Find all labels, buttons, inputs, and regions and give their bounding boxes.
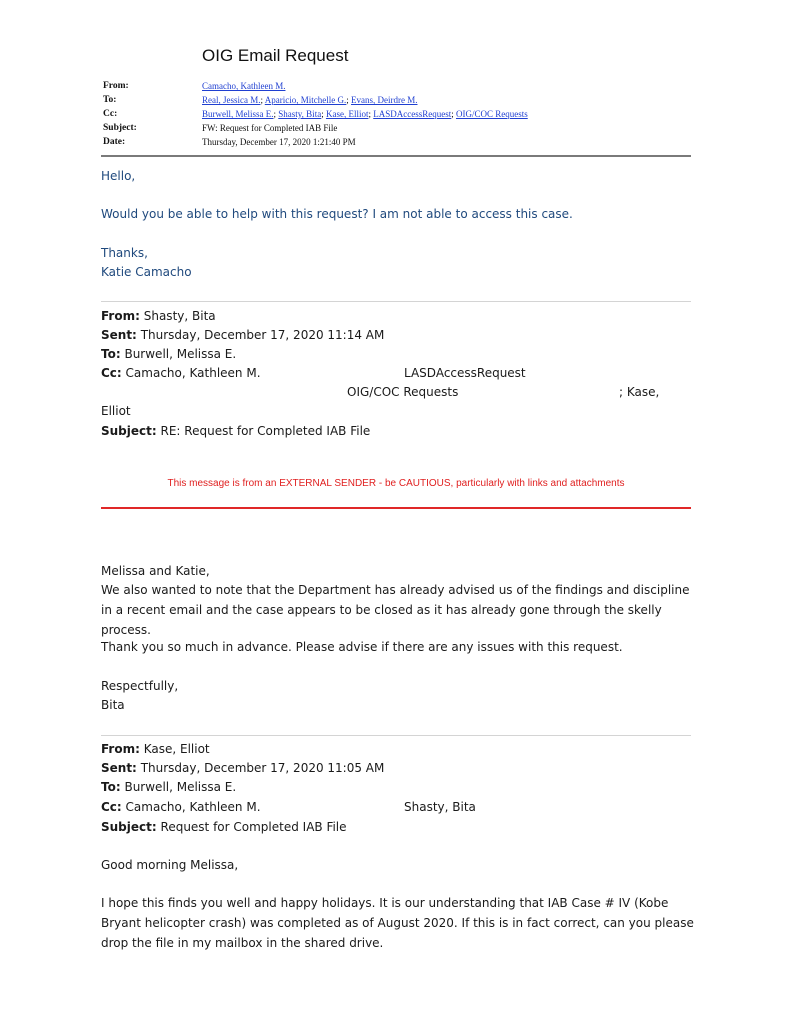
sender-link[interactable]: Camacho, Kathleen M. xyxy=(202,81,286,91)
recipient-link[interactable]: Evans, Deirdre M. xyxy=(351,95,418,105)
warning-divider xyxy=(101,507,691,509)
subject-value: Request for Completed IAB File xyxy=(160,820,347,834)
message3-sent xyxy=(101,761,384,775)
to-value: Burwell, Melissa E. xyxy=(124,780,237,794)
cc-link[interactable]: Burwell, Melissa E. xyxy=(202,109,274,119)
external-sender-warning: This message is from an EXTERNAL SENDER - be CAUTIOUS, particularly with links and attachments xyxy=(167,478,625,489)
subject-label: Subject: xyxy=(101,820,157,834)
separator: ; xyxy=(346,95,352,105)
cc-label: Cc: xyxy=(101,800,122,814)
subject-value: RE: Request for Completed IAB File xyxy=(160,424,371,438)
subject-label: Subject: xyxy=(101,424,157,438)
sent-value: Thursday, December 17, 2020 11:14 AM xyxy=(140,328,385,342)
document-title: OIG Email Request xyxy=(202,46,349,65)
subject-label: Subject: xyxy=(103,123,137,133)
separator: ; xyxy=(260,95,265,105)
from-label: From: xyxy=(101,742,140,756)
message2-closing: Respectfully, xyxy=(101,679,179,693)
message2-paragraph: Thank you so much in advance. Please advise if there are any issues with this request. xyxy=(101,640,623,654)
message3-greeting: Good morning Melissa, xyxy=(101,858,239,872)
cc-oig-coc: OIG/COC Requests xyxy=(347,385,459,399)
cc-link[interactable]: Shasty, Bita xyxy=(278,109,322,119)
sent-label: Sent: xyxy=(101,761,137,775)
message1-thanks: Thanks, xyxy=(101,246,148,260)
recipient-link[interactable]: Aparicio, Mitchelle G. xyxy=(264,95,347,105)
cc-elliot: Elliot xyxy=(101,404,131,418)
message2-paragraph: We also wanted to note that the Department has already advised us of the findings and discipline in a recent email and the case appears to be closed as it has already gone through the skelly process. xyxy=(101,583,690,637)
header-divider xyxy=(101,155,691,157)
from-value xyxy=(202,81,285,91)
message3-cc xyxy=(101,800,261,814)
message1-greeting: Hello, xyxy=(101,169,136,183)
cc-link[interactable]: LASDAccessRequest xyxy=(373,109,452,119)
cc-label: Cc: xyxy=(101,366,122,380)
message2-greeting: Melissa and Katie, xyxy=(101,564,210,578)
message1-signature: Katie Camacho xyxy=(101,265,192,279)
cc-kase: ; Kase, xyxy=(619,385,660,399)
subject-value: FW: Request for Completed IAB File xyxy=(202,123,338,133)
message1-body: Would you be able to help with this request? I am not able to access this case. xyxy=(101,207,573,221)
message2-signature: Bita xyxy=(101,698,125,712)
cc-value: Camacho, Kathleen M. xyxy=(125,800,261,814)
from-value: Kase, Elliot xyxy=(143,742,210,756)
to-label: To: xyxy=(101,780,121,794)
message2-from xyxy=(101,309,216,323)
message2-to xyxy=(101,347,236,361)
to-label: To: xyxy=(103,95,117,105)
message3-from xyxy=(101,742,210,756)
cc-lasd-access: LASDAccessRequest xyxy=(404,366,526,380)
cc-shasty: Shasty, Bita xyxy=(404,800,476,814)
to-value: Burwell, Melissa E. xyxy=(124,347,237,361)
sent-value: Thursday, December 17, 2020 11:05 AM xyxy=(140,761,385,775)
from-label: From: xyxy=(101,309,140,323)
cc-label: Cc: xyxy=(103,109,118,119)
message3-paragraph: I hope this finds you well and happy holidays. It is our understanding that IAB Case # IV (Kobe Bryant helicopter crash) was completed as of August 2020. If this is in fact correct, can you please drop the file in my mailbox in the shared drive. xyxy=(101,896,694,950)
from-value: Shasty, Bita xyxy=(143,309,216,323)
sent-label: Sent: xyxy=(101,328,137,342)
date-label: Date: xyxy=(103,137,126,147)
message2-subject xyxy=(101,424,370,438)
cc-value xyxy=(202,109,528,119)
cc-link[interactable]: OIG/COC Requests xyxy=(455,109,528,119)
separator: ; xyxy=(273,109,279,119)
message-divider xyxy=(101,301,691,302)
cc-link[interactable]: Kase, Elliot xyxy=(325,109,369,119)
separator: ; xyxy=(321,109,326,119)
from-label: From: xyxy=(103,81,129,91)
to-value xyxy=(202,95,418,105)
cc-value: Camacho, Kathleen M. xyxy=(125,366,261,380)
message2-cc xyxy=(101,366,261,380)
message3-subject xyxy=(101,820,347,834)
message3-to xyxy=(101,780,236,794)
date-value: Thursday, December 17, 2020 1:21:40 PM xyxy=(202,137,356,147)
recipient-link[interactable]: Real, Jessica M. xyxy=(202,95,261,105)
to-label: To: xyxy=(101,347,121,361)
separator: ; xyxy=(451,109,456,119)
message-divider xyxy=(101,735,691,736)
message2-sent xyxy=(101,328,384,342)
separator: ; xyxy=(368,109,374,119)
